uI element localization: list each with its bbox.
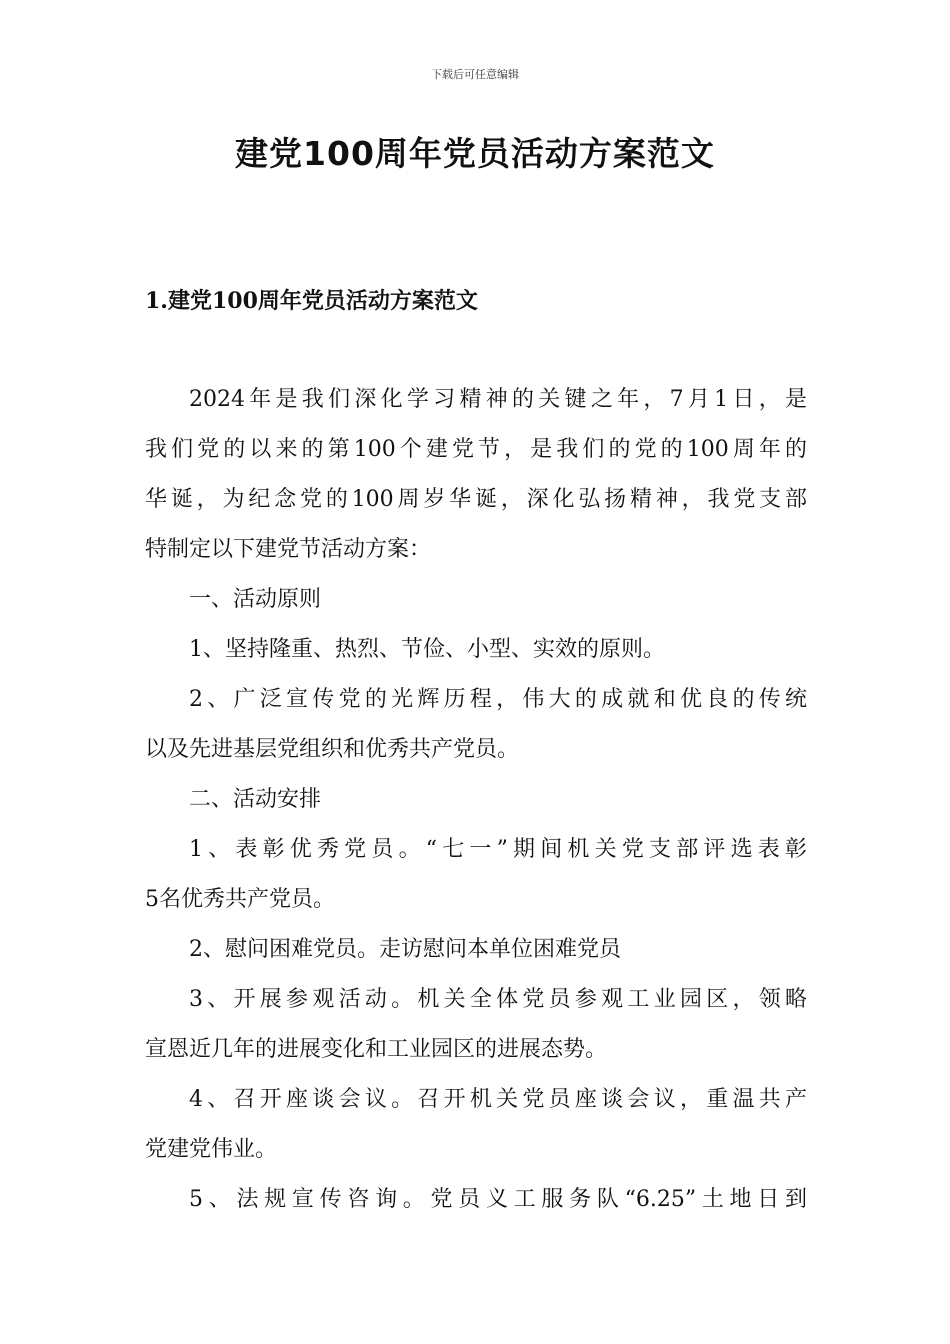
paragraph bbox=[145, 1075, 807, 1175]
document-title: 建党100周年党员活动方案范文 bbox=[235, 134, 715, 173]
paragraph-line: 二、活动安排 bbox=[189, 787, 322, 812]
paragraph-line: 一、活动原则 bbox=[189, 587, 322, 612]
paragraph bbox=[145, 375, 807, 575]
paragraph-line: 5名优秀共产党员。 bbox=[145, 887, 335, 912]
paragraph-line: 特制定以下建党节活动方案： bbox=[145, 537, 432, 562]
paragraph bbox=[145, 1175, 807, 1225]
paragraph-line: 1、坚持隆重、热烈、节俭、小型、实效的原则。 bbox=[189, 637, 665, 662]
paragraph-line: 5、法规宣传咨询。党员义工服务队“6.25”土地日到 bbox=[189, 1187, 807, 1212]
paragraph-line: 2024年是我们深化学习精神的关键之年，7月1日，是 bbox=[189, 387, 807, 412]
paragraph-line: 4、召开座谈会议。召开机关党员座谈会议，重温共产 bbox=[189, 1087, 807, 1112]
paragraph-line: 3、开展参观活动。机关全体党员参观工业园区，领略 bbox=[189, 987, 807, 1012]
paragraph-line: 党建党伟业。 bbox=[145, 1137, 278, 1162]
paragraph bbox=[145, 775, 807, 825]
paragraph bbox=[145, 925, 807, 975]
paragraph-line: 以及先进基层党组织和优秀共产党员。 bbox=[145, 737, 520, 762]
paragraph-line: 2、慰问困难党员。走访慰问本单位困难党员 bbox=[189, 937, 621, 962]
paragraph bbox=[145, 825, 807, 925]
paragraph-line: 华诞，为纪念党的100周岁华诞，深化弘扬精神，我党支部 bbox=[145, 487, 807, 512]
paragraph bbox=[145, 575, 807, 625]
paragraph-line: 1、表彰优秀党员。“七一”期间机关党支部评选表彰 bbox=[189, 837, 807, 862]
document-body bbox=[145, 375, 807, 1225]
paragraph bbox=[145, 675, 807, 775]
paragraph-line: 我们党的以来的第100个建党节，是我们的党的100周年的 bbox=[145, 437, 807, 462]
paragraph bbox=[145, 975, 807, 1075]
header-note: 下载后可任意编辑 bbox=[431, 68, 519, 81]
section-heading: 1.建党100周年党员活动方案范文 bbox=[145, 288, 478, 314]
paragraph bbox=[145, 625, 807, 675]
paragraph-line: 2、广泛宣传党的光辉历程，伟大的成就和优良的传统 bbox=[189, 687, 807, 712]
paragraph-line: 宣恩近几年的进展变化和工业园区的进展态势。 bbox=[145, 1037, 608, 1062]
